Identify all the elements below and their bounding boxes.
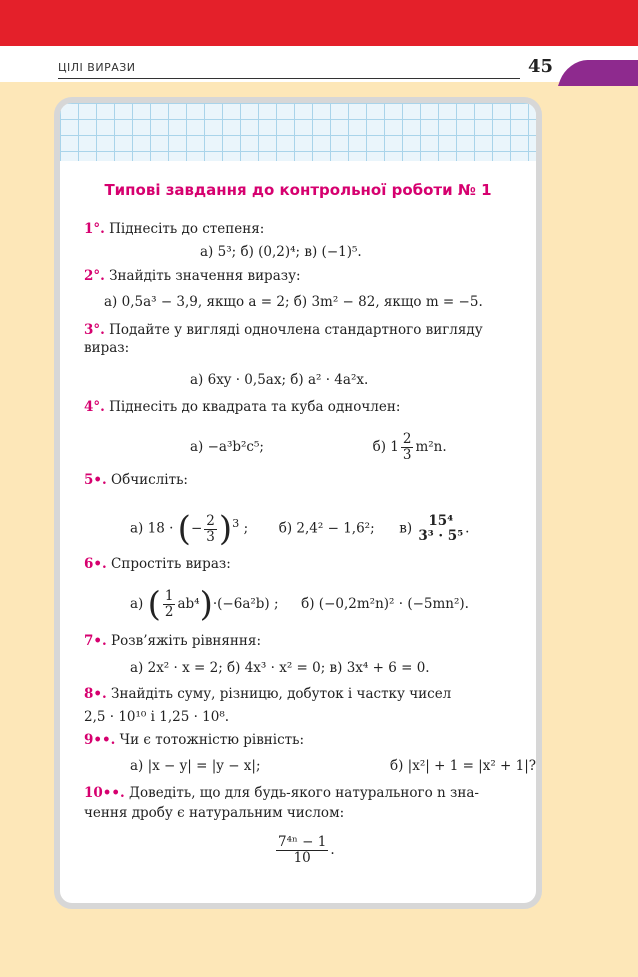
task-5	[84, 471, 188, 489]
task-9-a: а) |x − y| = |y − x|;	[130, 758, 261, 774]
task-4-a: а) −a³b²c⁵;	[190, 439, 264, 455]
task-4-b-suffix: m²n.	[415, 439, 447, 455]
task-5-a-prefix: а) 18 ·	[130, 520, 174, 537]
task-8-cont: 2,5 · 10¹⁰ і 1,25 · 10⁸.	[84, 709, 230, 725]
top-color-band	[0, 0, 638, 46]
page-number: 45	[528, 56, 554, 77]
grid-header	[60, 103, 536, 161]
task-number: 8•.	[84, 686, 107, 702]
task-2	[84, 267, 301, 285]
task-6-a-term: ab⁴	[177, 596, 200, 612]
task-number: 4°.	[84, 399, 105, 415]
task-text: Подайте у вигляді одночлена стандартного вигляду	[109, 322, 483, 338]
task-3-cont: вираз:	[84, 340, 130, 356]
task-1	[84, 220, 264, 238]
fraction	[401, 432, 414, 463]
task-number: 3°.	[84, 322, 105, 338]
denominator: 10	[293, 850, 311, 866]
task-10-suffix: .	[330, 842, 335, 858]
task-5-a-suffix: ;	[243, 520, 249, 537]
fraction	[418, 514, 463, 544]
task-number: 10••.	[84, 785, 125, 801]
numerator: 2	[402, 431, 412, 447]
task-7-items: а) 2x² · x = 2; б) 4x³ · x² = 0; в) 3x⁴ + 6 = 0.	[130, 660, 430, 676]
running-title: ЦІЛІ ВИРАЗИ	[58, 61, 136, 74]
task-text: Розв’яжіть рівняння:	[111, 633, 261, 649]
task-text: Спростіть вираз:	[111, 556, 231, 572]
denominator: 3³ · 5⁵	[418, 528, 464, 544]
task-3	[84, 321, 483, 339]
task-4	[84, 398, 400, 416]
task-5-items: а) 18 · (− $\frac{2}{3}$ )$^3$ ; б) 2,4² − 1,6²; в) 15⁴ 3³ · 5⁵ .	[130, 509, 470, 549]
numerator: 1	[164, 588, 174, 604]
task-5-c-suffix: .	[465, 520, 470, 537]
task-text: Піднесіть до степеня:	[109, 221, 265, 237]
numerator: 15⁴	[428, 513, 454, 529]
task-1-items: а) 5³; б) (0,2)⁴; в) (−1)⁵.	[200, 244, 362, 260]
fraction	[163, 589, 176, 620]
task-6-b: б) (−0,2m²n)² · (−5mn²).	[301, 596, 469, 612]
task-6-a-suffix: ·(−6a²b) ;	[212, 596, 279, 612]
right-paren: )	[218, 509, 233, 549]
task-text: Піднесіть до квадрата та куба одночлен:	[109, 399, 401, 415]
header-rule	[58, 78, 520, 79]
task-text: Доведіть, що для будь-якого натурального n зна-	[129, 785, 479, 801]
task-text: Чи є тотожністю рівність:	[119, 732, 305, 748]
task-4-items	[190, 427, 447, 467]
task-4-b-prefix: б) 1	[372, 439, 399, 455]
task-number: 5•.	[84, 472, 107, 488]
left-paren: (	[177, 509, 191, 549]
denominator: 3	[402, 447, 412, 463]
task-10	[84, 784, 479, 802]
task-text: Знайдіть значення виразу:	[109, 268, 301, 284]
numerator: 7⁴ⁿ − 1	[278, 834, 327, 850]
fraction	[204, 514, 217, 545]
task-7	[84, 632, 261, 650]
task-5-c-prefix: в)	[399, 520, 413, 537]
task-number: 2°.	[84, 268, 105, 284]
card-title: Типові завдання до контрольної роботи № 1	[104, 181, 492, 199]
task-number: 9••.	[84, 732, 116, 748]
task-9-b: б) |x²| + 1 = |x² + 1|?	[390, 758, 537, 774]
right-paren: )	[199, 584, 213, 625]
task-8	[84, 685, 451, 703]
task-9	[84, 731, 304, 749]
task-text: Обчисліть:	[111, 472, 188, 488]
denominator: 3	[206, 528, 215, 545]
denominator: 2	[164, 604, 174, 620]
task-2-items: а) 0,5a³ − 3,9, якщо a = 2; б) 3m² − 82, якщо m = −5.	[104, 294, 483, 310]
task-6	[84, 555, 231, 573]
tasks-card	[54, 97, 542, 909]
task-number: 7•.	[84, 633, 107, 649]
task-6-items	[130, 579, 469, 629]
task-5-b: б) 2,4² − 1,6²;	[278, 520, 375, 537]
task-number: 6•.	[84, 556, 107, 572]
task-3-items: а) 6xy · 0,5ax; б) a² · 4a²x.	[190, 372, 369, 388]
task-10-cont: чення дробу є натуральним числом:	[84, 805, 345, 821]
task-10-fraction	[274, 825, 335, 875]
task-6-a-prefix: а)	[130, 596, 144, 612]
fraction	[276, 835, 328, 866]
numerator: 2	[206, 512, 215, 529]
left-paren: (	[147, 584, 161, 625]
task-text: Знайдіть суму, різницю, добуток і частку чисел	[111, 686, 452, 702]
task-number: 1°.	[84, 221, 105, 237]
